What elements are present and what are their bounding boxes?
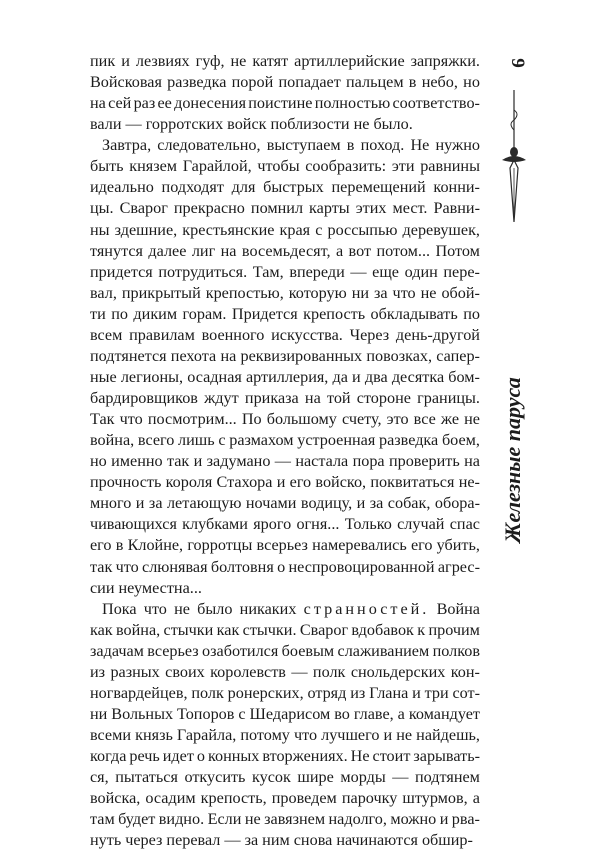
text-line: задачам всерьез озаботился боевым слаживанием полков [90, 641, 480, 660]
text-line: придется потрудиться. Там, впереди — еще один пере- [90, 262, 480, 281]
text-line: ные легионы, осадная артиллерия, да и два десятка бом- [90, 367, 480, 386]
text-line: Войсковая разведка порой попадает пальцем в небо, но [90, 73, 480, 92]
text-line: когда речь идет о конных вторжениях. Не стоит зарывать- [90, 747, 480, 766]
text-line: прочность короля Стахора и его войско, поквитаться не- [90, 473, 480, 492]
text-line: чивающихся клубками ярого огня... Только случай спас [90, 515, 480, 534]
text-line: быть князем Гарайлой, чтобы сообразить: эти равнины [90, 157, 480, 176]
text-line: ти по диким горам. Придется крепость обкладывать по [90, 304, 480, 323]
text-line: Завтра, следовательно, выступаем в поход. Не нужно [102, 136, 480, 155]
text-line: там будет видно. Если не завязнем надолго, можно и рва- [90, 810, 480, 829]
text-line: всем правилам военного искусства. Через день-другой [90, 325, 480, 344]
text-line: Так что посмотрим... По большому счету, это все же не [90, 410, 480, 429]
text-line: нуть через перевал — за ним снова начинаются обшир- [90, 831, 473, 850]
text-line: ногвардейцев, полк ронерских, отряд из Глана и три сот- [90, 683, 480, 702]
text-line: Пока что не было никаких странностей. Война [102, 599, 480, 618]
text-line: сии неуместна... [90, 578, 202, 597]
running-title: Железные паруса [500, 377, 525, 543]
text-line: но именно так и задумано — настала пора проверить на [90, 452, 480, 471]
text-line: ны здешние, крестьянские края с россыпью деревушек, [90, 220, 480, 239]
text-line: подтянется пехота на реквизированных повозках, сапер- [90, 346, 480, 365]
text-line: вал, прикрытый крепостью, которую ни за что не обой- [90, 283, 480, 302]
text-line: как война, стычки как стычки. Сварог вдобавок к прочим [90, 620, 480, 639]
text-line: война, всего лишь с размахом устроенная разведка боем, [90, 431, 480, 450]
text-line: бардировщиков ждут приказа на той стороне границы. [90, 389, 480, 407]
sword-icon [500, 90, 528, 230]
text-line: пик и лезвиях гуф, не катят артиллерийские запряжки. [90, 52, 480, 70]
text-line: его в Клойне, горротцы всерьез намеревались его убить, [90, 536, 480, 555]
text-line: тянутся далее лиг на восемьдесят, а вот потом... Потом [90, 241, 480, 260]
body-text [90, 51, 480, 851]
text-line: много и за летающую ночами водицу, и за собак, обора- [90, 494, 480, 513]
text-line: из разных своих королевств — полк снольдерских кон- [90, 662, 480, 681]
text-line: идеально подходят для быстрых перемещений конни- [90, 178, 480, 197]
text-line: всеми князь Гарайла, потому что лучшего и не найдешь, [90, 726, 480, 744]
text-line: так что слюнявая болтовня о неспровоцированной агрес- [90, 557, 480, 576]
text-line: вали — горротских войск поблизости не было. [90, 115, 413, 134]
page-number: 9 [507, 58, 528, 68]
text-line: ся, пытаться откусить кусок шире морды — подтянем [90, 768, 480, 787]
page-sidebar [488, 40, 538, 680]
text-line: войска, осадим крепость, проведем парочку штурмов, а [90, 789, 480, 808]
text-line: на сей раз ее донесения поистине полностью соответство- [90, 94, 480, 113]
text-line: ни Вольных Топоров с Шедарисом во главе, а командует [90, 704, 480, 723]
text-line: цы. Сварог прекрасно помнил карты этих мест. Равни- [90, 199, 480, 218]
